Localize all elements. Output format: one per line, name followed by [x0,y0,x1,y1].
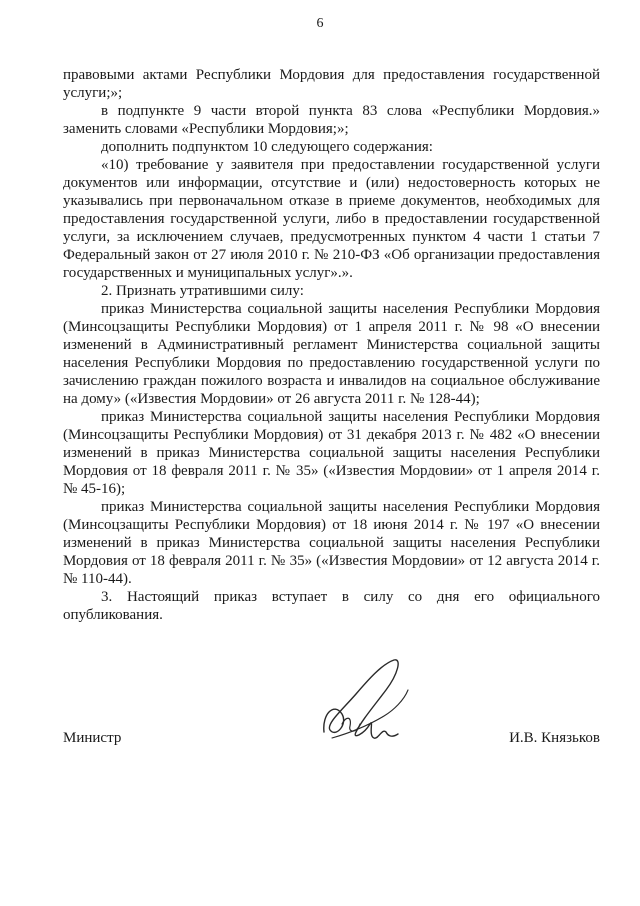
paragraph-repealed-order-482: приказ Министерства социальной защиты населения Республики Мордовия (Минсоцзащиты Республики Мордовия) от 31 декабря 2013 г. № 482 «О внесении изменений в приказ Министерства социальной защиты населения Республики Мордовия от 18 февраля 2011 г. № 35» («Известия Мордовии» от 1 апреля 2014 г. № 45-16); [63,409,600,497]
paragraph-item-3: 3. Настоящий приказ вступает в силу со дня его официального опубликования. [63,589,600,623]
paragraph-repealed-order-197: приказ Министерства социальной защиты населения Республики Мордовия (Минсоцзащиты Республики Мордовия) от 18 июня 2014 г. № 197 «О внесении изменений в приказ Министерства социальной защиты населения Республики Мордовия от 18 февраля 2011 г. № 35» («Известия Мордовии» от 12 августа 2014 г. № 110-44). [63,499,600,587]
document-body [63,66,600,624]
signature-block [63,726,600,756]
signer-name: И.В. Князьков [509,730,600,746]
paragraph-item-2: 2. Признать утратившими силу: [101,283,304,299]
paragraph-add-subclause: дополнить подпунктом 10 следующего содержания: [101,139,433,155]
paragraph-repealed-order-98: приказ Министерства социальной защиты населения Республики Мордовия (Минсоцзащиты Республики Мордовия) от 1 апреля 2011 г. № 98 «О внесении изменений в Административный регламент Министерства социальной защиты населения Республики Мордовия по предоставлению государственной услуги по зачислению граждан пожилого возраста и инвалидов на социальное обслуживание на дому» («Известия Мордовии» от 26 августа 2011 г. № 128-44); [63,301,600,407]
signer-position: Министр [63,730,122,746]
page-number: 6 [316,16,324,31]
paragraph-subclause-9: в подпункте 9 части второй пункта 83 слова «Республики Мордовия.» заменить словами «Республики Мордовия;»; [63,103,600,137]
paragraph-subclause-10-text: «10) требование у заявителя при предоставлении государственной услуги документов или информации, отсутствие и (или) недостоверность которых не указывались при первоначальном отказе в приеме документов, необходимых для предоставления государственной услуги, либо в предоставлении государственной услуги, за исключением случаев, предусмотренных пунктом 4 части 1 статьи 7 Федеральный закон от 27 июля 2010 г. № 210-ФЗ «Об организации предоставления государственных и муниципальных услуг».». [63,157,600,281]
paragraph-continuation: правовыми актами Республики Мордовия для предоставления государственной услуги;»; [63,67,600,101]
